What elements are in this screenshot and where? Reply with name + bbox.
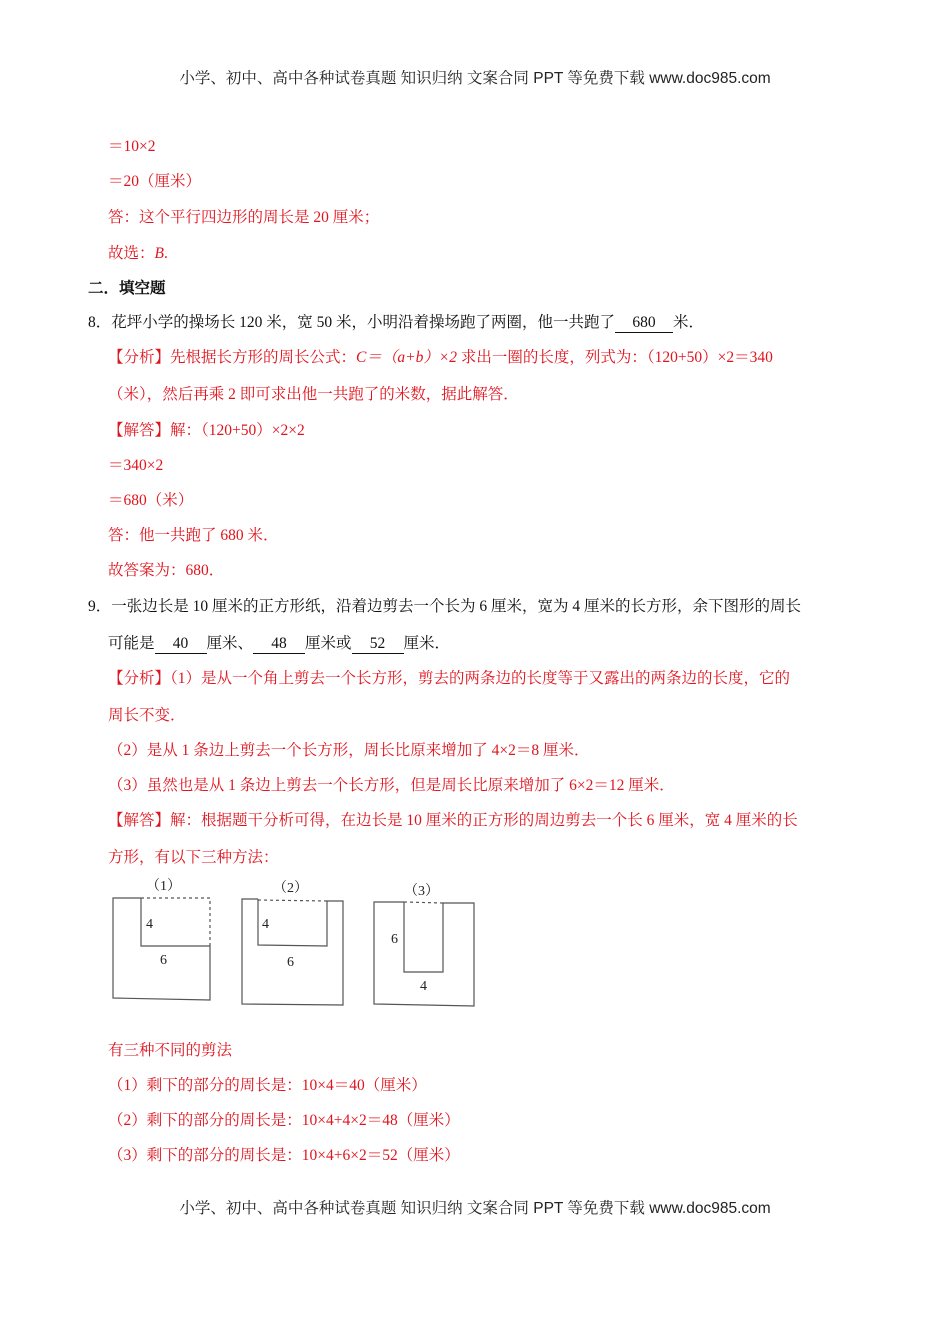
q9-result-1: （1）剩下的部分的周长是：10×4＝40（厘米） (108, 1077, 427, 1094)
page-footer-watermark: 小学、初中、高中各种试卷真题 知识归纳 文案合同 PPT 等免费下载 www.doc985.com (179, 1200, 771, 1217)
q8-analysis-line-2: （米），然后再乘 2 即可求出他一共跑了的米数，据此解答． (108, 386, 519, 403)
q8-solution-line-3: ＝680（米） (108, 492, 194, 509)
q9-analysis-line-1 (108, 669, 790, 689)
q8-text: 花坪小学的操场长 120 米，宽 50 米，小明沿着操场跑了两圈，他一共跑了 (111, 314, 616, 331)
q8-solution-line-4: 答：他一共跑了 680 米． (108, 527, 279, 544)
q8-text-after: 米． (673, 314, 705, 331)
q9-solution-line-1 (108, 811, 798, 831)
q8-solution-tag: 【解答】 (108, 422, 171, 439)
figure-3-side-label: 6 (391, 932, 398, 947)
figure-2-bottom-label: 6 (287, 955, 294, 970)
q9-solution-tag: 【解答】 (108, 812, 171, 829)
q9-text-d: 厘米． (403, 635, 451, 652)
q8-answer-blank: 680 (615, 314, 673, 333)
figure-2-side-label: 4 (262, 917, 269, 932)
choice-suffix: . (163, 245, 168, 262)
figure-3-bottom-label: 4 (420, 979, 427, 994)
q9-result-3: （3）剩下的部分的周长是：10×4+6×2＝52（厘米） (108, 1147, 460, 1164)
q9-analysis-text: （1）是从一个角上剪去一个长方形，剪去的两条边的长度等于又露出的两条边的长度，它的 (170, 670, 791, 687)
page-header-watermark: 小学、初中、高中各种试卷真题 知识归纳 文案合同 PPT 等免费下载 www.doc985.com (179, 70, 771, 87)
prev-answer-line: 答：这个平行四边形的周长是 20 厘米； (108, 209, 380, 226)
q8-solution-text: 解：（120+50）×2×2 (170, 422, 305, 439)
prev-calc-line-2: ＝20（厘米） (108, 173, 202, 190)
q8-analysis-line-1 (108, 348, 773, 368)
q8-analysis-tag: 【分析】 (108, 349, 171, 366)
q9-solution-line-2: 方形，有以下三种方法： (108, 849, 279, 866)
figure-1-side-label: 4 (146, 917, 153, 932)
figure-3-label: （3） (404, 884, 439, 899)
q9-summary: 有三种不同的剪法 (108, 1042, 233, 1059)
figure-2-label: （2） (273, 881, 308, 896)
q9-solution-text: 解：根据题干分析可得，在边长是 10 厘米的正方形的周边剪去一个长 6 厘米，宽 4 厘米的长 (170, 812, 798, 829)
q8-number: 8． (88, 314, 112, 331)
q9-answer-blank-3: 52 (352, 635, 404, 654)
prev-calc-line-1: ＝10×2 (108, 138, 156, 155)
q9-text-a: 可能是 (108, 635, 155, 652)
q9-analysis-line-2: 周长不变． (108, 707, 186, 724)
q9-text-b: 厘米、 (206, 635, 254, 652)
figure-1-bottom-label: 6 (160, 953, 167, 968)
figure-1-label: （1） (146, 879, 181, 894)
q9-text: 一张边长是 10 厘米的正方形纸，沿着边剪去一个长为 6 厘米，宽为 4 厘米的长方形，余下图形的周长 (111, 598, 802, 615)
prev-choice-line (108, 244, 168, 264)
cut-methods-figure (108, 876, 478, 1011)
q8-solution-line-2: ＝340×2 (108, 457, 164, 474)
q9-result-2: （2）剩下的部分的周长是：10×4+4×2＝48（厘米） (108, 1112, 460, 1129)
choice-value: B (154, 245, 164, 262)
q8-question (88, 313, 704, 333)
q9-answer-blank-2: 48 (253, 635, 305, 654)
q8-analysis-text-b: 求出一圈的长度，列式为：（120+50）×2＝340 (457, 349, 773, 366)
q8-analysis-text: 先根据长方形的周长公式： (170, 349, 357, 366)
q9-analysis-line-4: （3）虽然也是从 1 条边上剪去一个长方形，但是周长比原来增加了 6×2＝12 厘米． (108, 777, 675, 794)
q9-text-c: 厘米或 (305, 635, 352, 652)
q9-analysis-tag: 【分析】 (108, 670, 171, 687)
q9-question-line-2 (108, 634, 450, 654)
q9-answer-blank-1: 40 (155, 635, 207, 654)
q8-solution-line-1 (108, 421, 305, 441)
q8-formula: C＝（a+b）×2 (356, 349, 458, 366)
choice-prefix: 故选： (108, 245, 155, 262)
q8-solution-line-5: 故答案为：680． (108, 562, 225, 579)
q9-number: 9． (88, 598, 112, 615)
q9-question-line-1 (88, 597, 801, 617)
q9-analysis-line-3: （2）是从 1 条边上剪去一个长方形，周长比原来增加了 4×2＝8 厘米． (108, 742, 590, 759)
section-title: 二．填空题 (88, 280, 166, 297)
